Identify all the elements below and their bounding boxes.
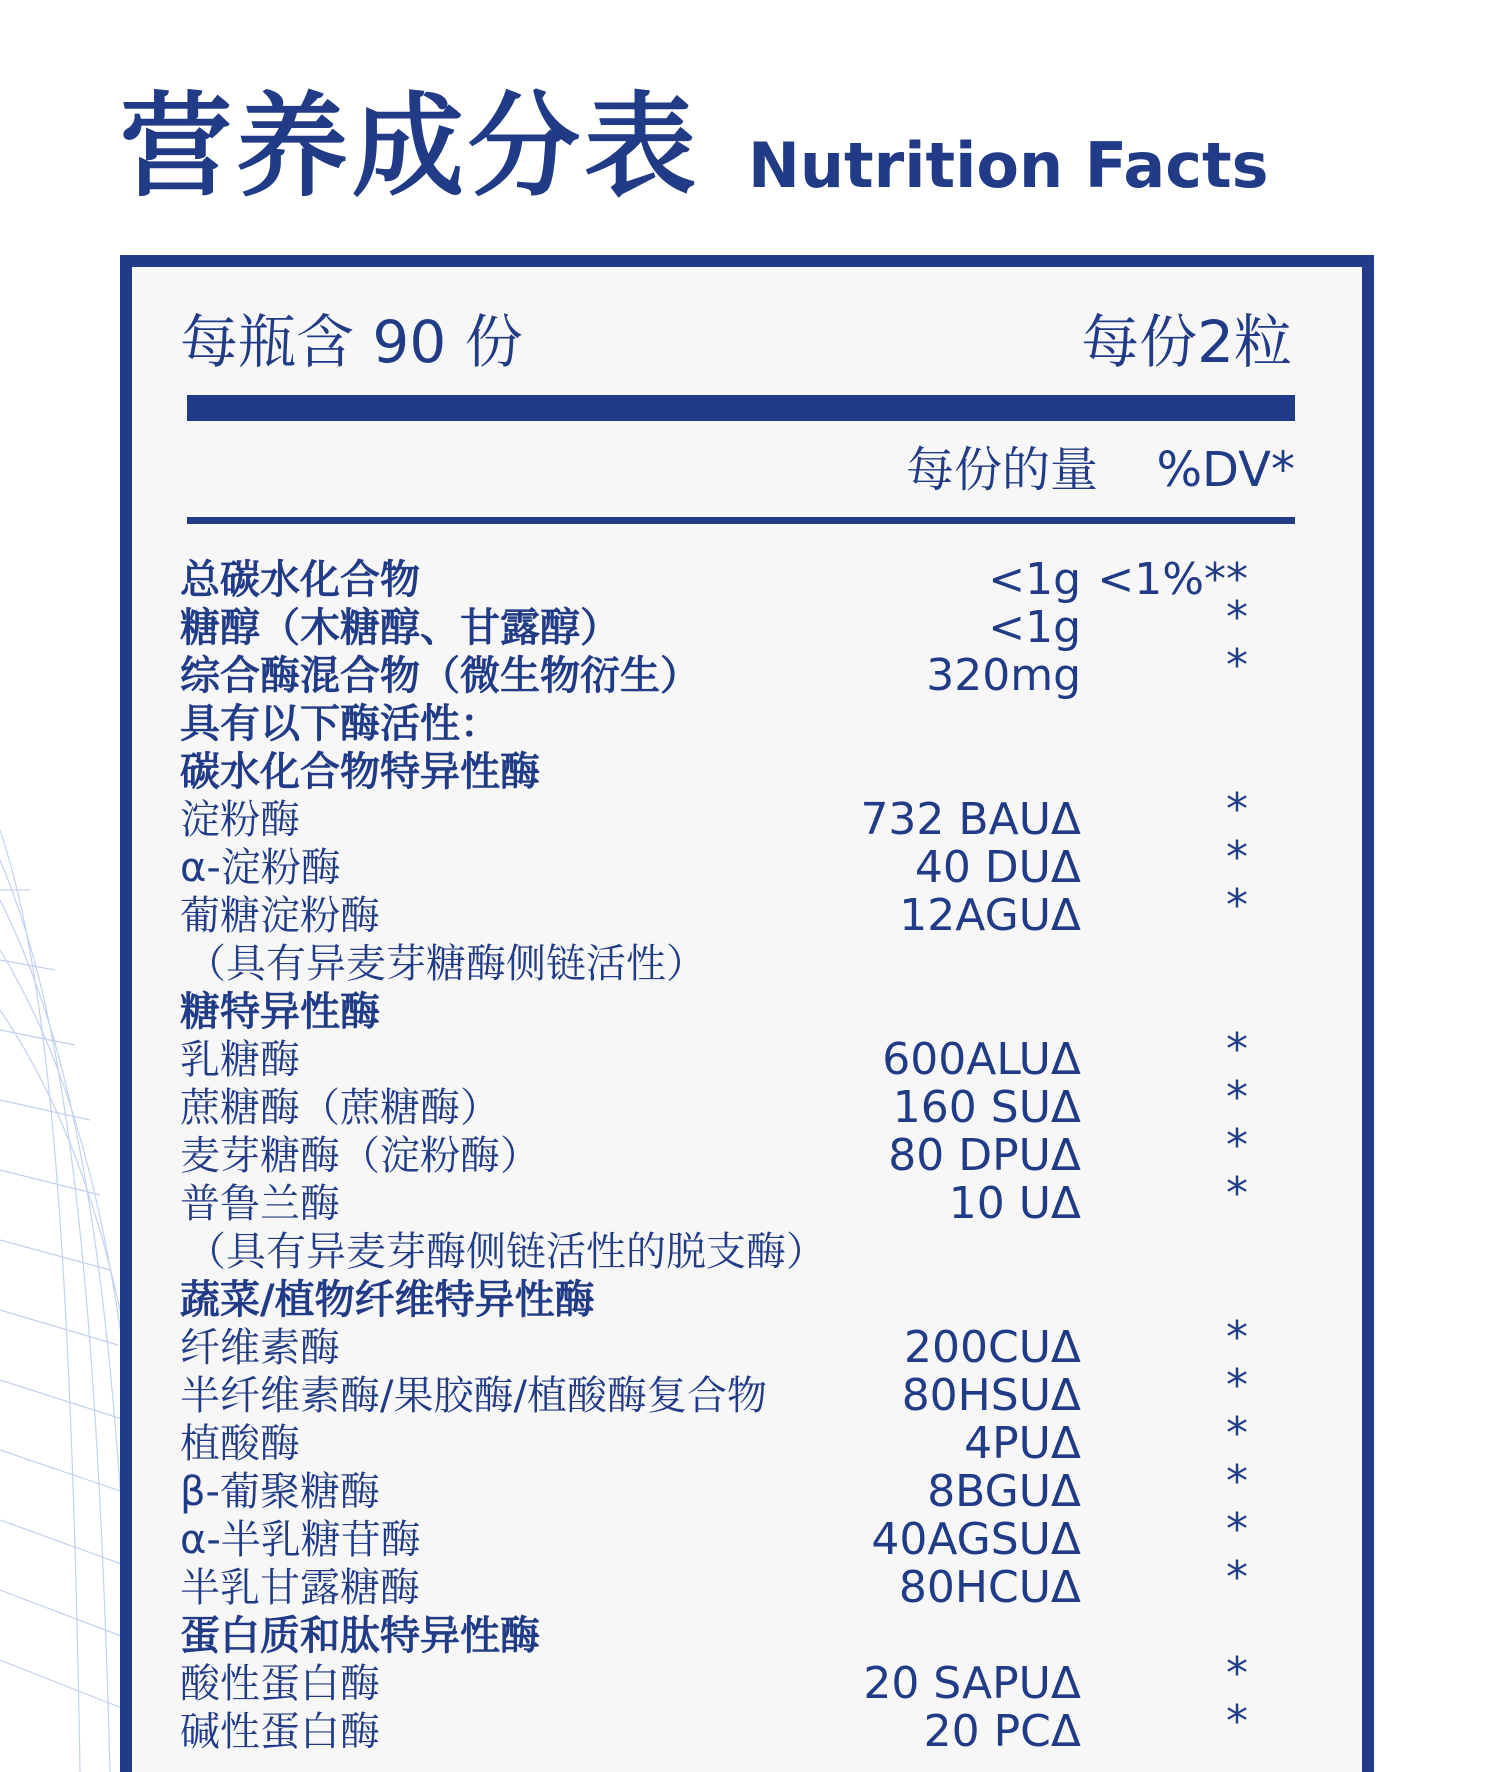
nutrient-row [180,1696,1300,1757]
nutrient-dv: * [1226,640,1248,691]
nutrient-name: 糖特异性酶 [180,989,380,1035]
nutrient-row [180,1312,1300,1373]
nutrient-name: α-淀粉酶 [180,845,341,891]
nutrient-amount: 600ALUΔ [882,1034,1081,1085]
nutrient-row [180,1072,1300,1133]
nutrient-row [180,592,1300,653]
nutrient-amount: <1g [988,554,1081,605]
nutrient-row [180,556,1300,604]
nutrient-name: 淀粉酶 [180,797,300,843]
nutrient-row [180,940,1300,988]
nutrient-amount: <1g [988,602,1081,653]
serving-size: 每份2粒 [1081,308,1292,376]
nutrient-row [180,1228,1300,1276]
nutrient-row [180,1024,1300,1085]
page-title-english: Nutrition Facts [748,129,1269,202]
nutrient-row [180,1408,1300,1469]
column-header-amount: 每份的量 [905,442,1098,498]
nutrient-dv: * [1226,880,1248,931]
nutrient-dv: * [1226,1696,1248,1747]
nutrient-amount: 40AGSUΔ [871,1514,1081,1565]
nutrient-amount: 80HSUΔ [901,1370,1081,1421]
nutrient-name: 乳糖酶 [180,1037,300,1083]
nutrient-name: 麦芽糖酶（淀粉酶） [180,1133,540,1179]
nutrient-name: 酸性蛋白酶 [180,1661,380,1707]
nutrient-row [180,784,1300,845]
nutrient-row [180,1612,1300,1660]
nutrient-name: （具有异麦芽糖酶侧链活性） [186,941,706,987]
nutrient-name: 纤维素酶 [180,1325,340,1371]
nutrient-amount: 12AGUΔ [899,890,1081,941]
nutrient-amount: 20 PCΔ [923,1706,1081,1757]
nutrient-row [180,1504,1300,1565]
nutrient-amount: 160 SUΔ [892,1082,1081,1133]
nutrient-amount: 40 DUΔ [914,842,1081,893]
nutrient-amount: 80 DPUΔ [888,1130,1081,1181]
nutrient-dv: * [1226,1504,1248,1555]
nutrient-row [180,1120,1300,1181]
nutrient-dv: * [1226,1024,1248,1075]
nutrient-name: 综合酶混合物（微生物衍生） [180,653,700,699]
nutrient-dv: * [1226,1648,1248,1699]
nutrient-name: 半纤维素酶/果胶酶/植酸酶复合物 [180,1373,767,1419]
nutrient-name: 蛋白质和肽特异性酶 [180,1613,540,1659]
nutrient-dv: * [1226,1408,1248,1459]
nutrient-name: 蔬菜/植物纤维特异性酶 [180,1277,595,1323]
nutrient-name: β-葡聚糖酶 [180,1469,380,1515]
nutrient-row [180,832,1300,893]
nutrient-amount: 20 SAPUΔ [863,1658,1081,1709]
nutrient-amount: 80HCUΔ [898,1562,1081,1613]
nutrient-name: 碳水化合物特异性酶 [180,749,540,795]
nutrient-list [180,556,1300,1756]
nutrient-name: 植酸酶 [180,1421,300,1467]
nutrient-name: 糖醇（木糖醇、甘露醇） [180,605,620,651]
nutrient-dv: * [1226,1072,1248,1123]
nutrient-dv: * [1226,1168,1248,1219]
nutrient-dv: * [1226,832,1248,883]
nutrient-name: 蔗糖酶（蔗糖酶） [180,1085,500,1131]
nutrient-dv: * [1226,784,1248,835]
nutrient-name: 普鲁兰酶 [180,1181,340,1227]
nutrient-row [180,700,1300,748]
nutrient-amount: 732 BAUΔ [860,794,1081,845]
nutrient-amount: 10 UΔ [948,1178,1081,1229]
nutrient-dv: * [1226,1456,1248,1507]
thin-divider [187,517,1295,524]
nutrient-name: 葡糖淀粉酶 [180,893,380,939]
nutrient-amount: 8BGUΔ [927,1466,1081,1517]
nutrient-name: （具有异麦芽酶侧链活性的脱支酶） [186,1229,826,1275]
nutrient-dv: * [1226,592,1248,643]
nutrient-name: 总碳水化合物 [180,557,420,603]
nutrient-row [180,748,1300,796]
servings-per-bottle: 每瓶含 90 份 [180,308,523,376]
nutrient-row [180,1552,1300,1613]
nutrient-name: 碱性蛋白酶 [180,1709,380,1755]
column-header-dv: %DV* [1156,442,1295,498]
nutrient-dv: * [1226,1312,1248,1363]
nutrient-row [180,988,1300,1036]
nutrient-dv: * [1226,1120,1248,1171]
nutrient-row [180,1648,1300,1709]
nutrient-amount: 4PUΔ [964,1418,1081,1469]
nutrient-dv: * [1226,1360,1248,1411]
nutrient-row [180,1276,1300,1324]
page-title-chinese: 营养成分表 [120,82,700,212]
nutrient-name: α-半乳糖苷酶 [180,1517,421,1563]
nutrient-amount: 320mg [926,650,1081,701]
nutrient-name: 具有以下酶活性： [180,701,500,747]
nutrient-dv: <1%** [1097,554,1248,605]
nutrient-row [180,880,1300,941]
nutrient-amount: 200CUΔ [903,1322,1081,1373]
nutrient-dv: * [1226,1552,1248,1603]
nutrient-row [180,1360,1300,1421]
nutrient-row [180,1168,1300,1229]
nutrient-row [180,640,1300,701]
nutrient-row [180,1456,1300,1517]
thick-divider [187,395,1295,421]
nutrient-name: 半乳甘露糖酶 [180,1565,420,1611]
